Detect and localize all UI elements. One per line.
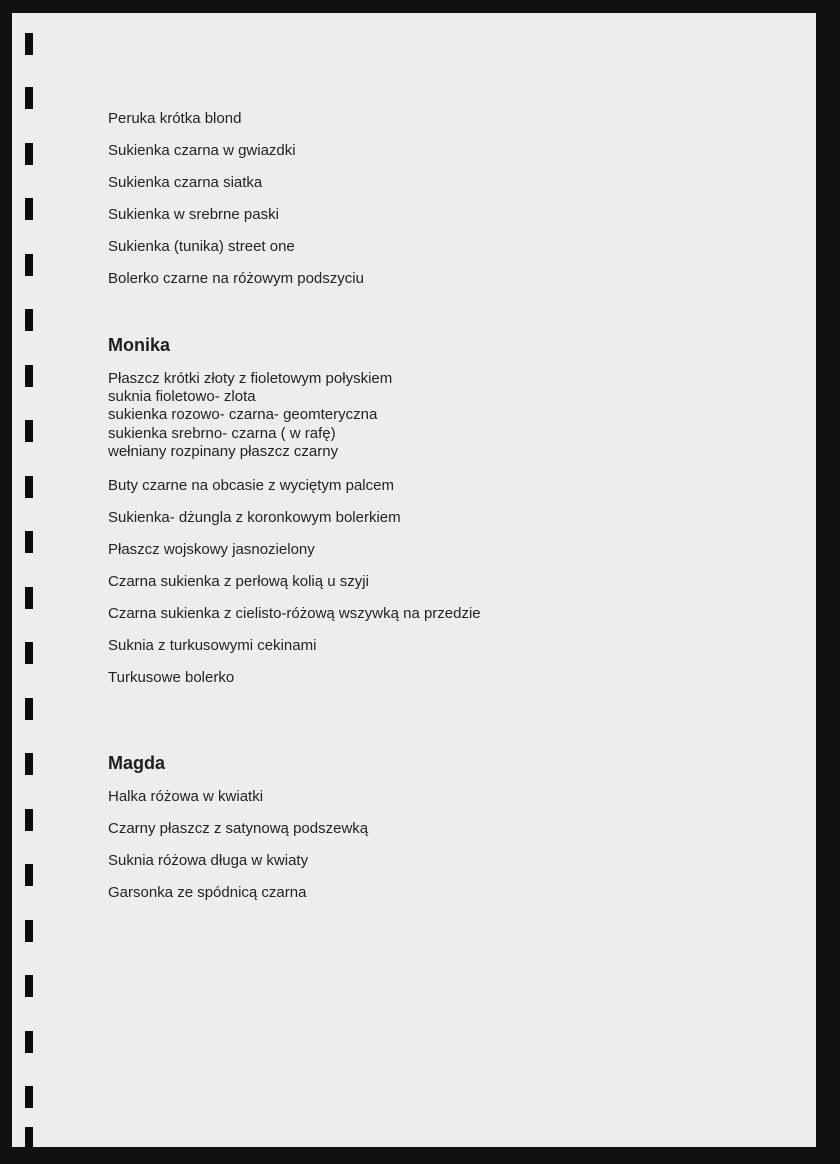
list-item: Sukienka w srebrne paski bbox=[108, 206, 279, 223]
list-item: sukienka srebrno- czarna ( w rafę) bbox=[108, 425, 336, 442]
binding-hole bbox=[25, 254, 33, 276]
binding-hole bbox=[25, 531, 33, 553]
section-heading-magda: Magda bbox=[108, 753, 166, 773]
binding-hole bbox=[25, 920, 33, 942]
binding-hole bbox=[25, 1086, 33, 1108]
binding-hole bbox=[25, 1127, 33, 1147]
binding-hole bbox=[25, 87, 33, 109]
list-item: Bolerko czarne na różowym podszyciu bbox=[108, 270, 364, 287]
binding-hole bbox=[25, 642, 33, 664]
list-item: Czarny płaszcz z satynową podszewką bbox=[108, 820, 369, 837]
list-item: Sukienka- dżungla z koronkowym bolerkiem bbox=[108, 509, 401, 526]
list-item: Buty czarne na obcasie z wyciętym palcem bbox=[108, 477, 394, 494]
list-item: Sukienka (tunika) street one bbox=[108, 238, 295, 255]
binding-hole bbox=[25, 143, 33, 165]
list-item: suknia fioletowo- zlota bbox=[108, 388, 256, 405]
list-item: Płaszcz wojskowy jasnozielony bbox=[108, 541, 315, 558]
document-page bbox=[12, 13, 816, 1147]
list-item: Garsonka ze spódnicą czarna bbox=[108, 884, 307, 901]
binding-hole bbox=[25, 587, 33, 609]
binding-hole bbox=[25, 365, 33, 387]
binding-hole bbox=[25, 809, 33, 831]
list-item: Sukienka czarna w gwiazdki bbox=[108, 142, 296, 159]
list-item: Suknia różowa długa w kwiaty bbox=[108, 852, 309, 869]
list-item: sukienka rozowo- czarna- geomteryczna bbox=[108, 406, 378, 423]
binding-hole bbox=[25, 309, 33, 331]
binding-hole bbox=[25, 420, 33, 442]
binding-hole bbox=[25, 1031, 33, 1053]
list-item: Czarna sukienka z cielisto-różową wszywką na przedzie bbox=[108, 605, 481, 622]
list-item: Sukienka czarna siatka bbox=[108, 174, 263, 191]
list-item: Peruka krótka blond bbox=[108, 110, 242, 127]
binding-hole bbox=[25, 975, 33, 997]
list-item: Suknia z turkusowymi cekinami bbox=[108, 637, 317, 654]
binding-hole bbox=[25, 864, 33, 886]
binding-holes bbox=[12, 13, 52, 1147]
binding-hole bbox=[25, 753, 33, 775]
binding-hole bbox=[25, 198, 33, 220]
binding-hole bbox=[25, 698, 33, 720]
list-item: Halka różowa w kwiatki bbox=[108, 788, 264, 805]
list-item: Czarna sukienka z perłową kolią u szyji bbox=[108, 573, 369, 590]
section-heading-monika: Monika bbox=[108, 335, 171, 355]
list-item: Turkusowe bolerko bbox=[108, 669, 235, 686]
list-item: wełniany rozpinany płaszcz czarny bbox=[108, 443, 339, 460]
list-item: Płaszcz krótki złoty z fioletowym połyskiem bbox=[108, 370, 393, 387]
binding-hole bbox=[25, 33, 33, 55]
binding-hole bbox=[25, 476, 33, 498]
